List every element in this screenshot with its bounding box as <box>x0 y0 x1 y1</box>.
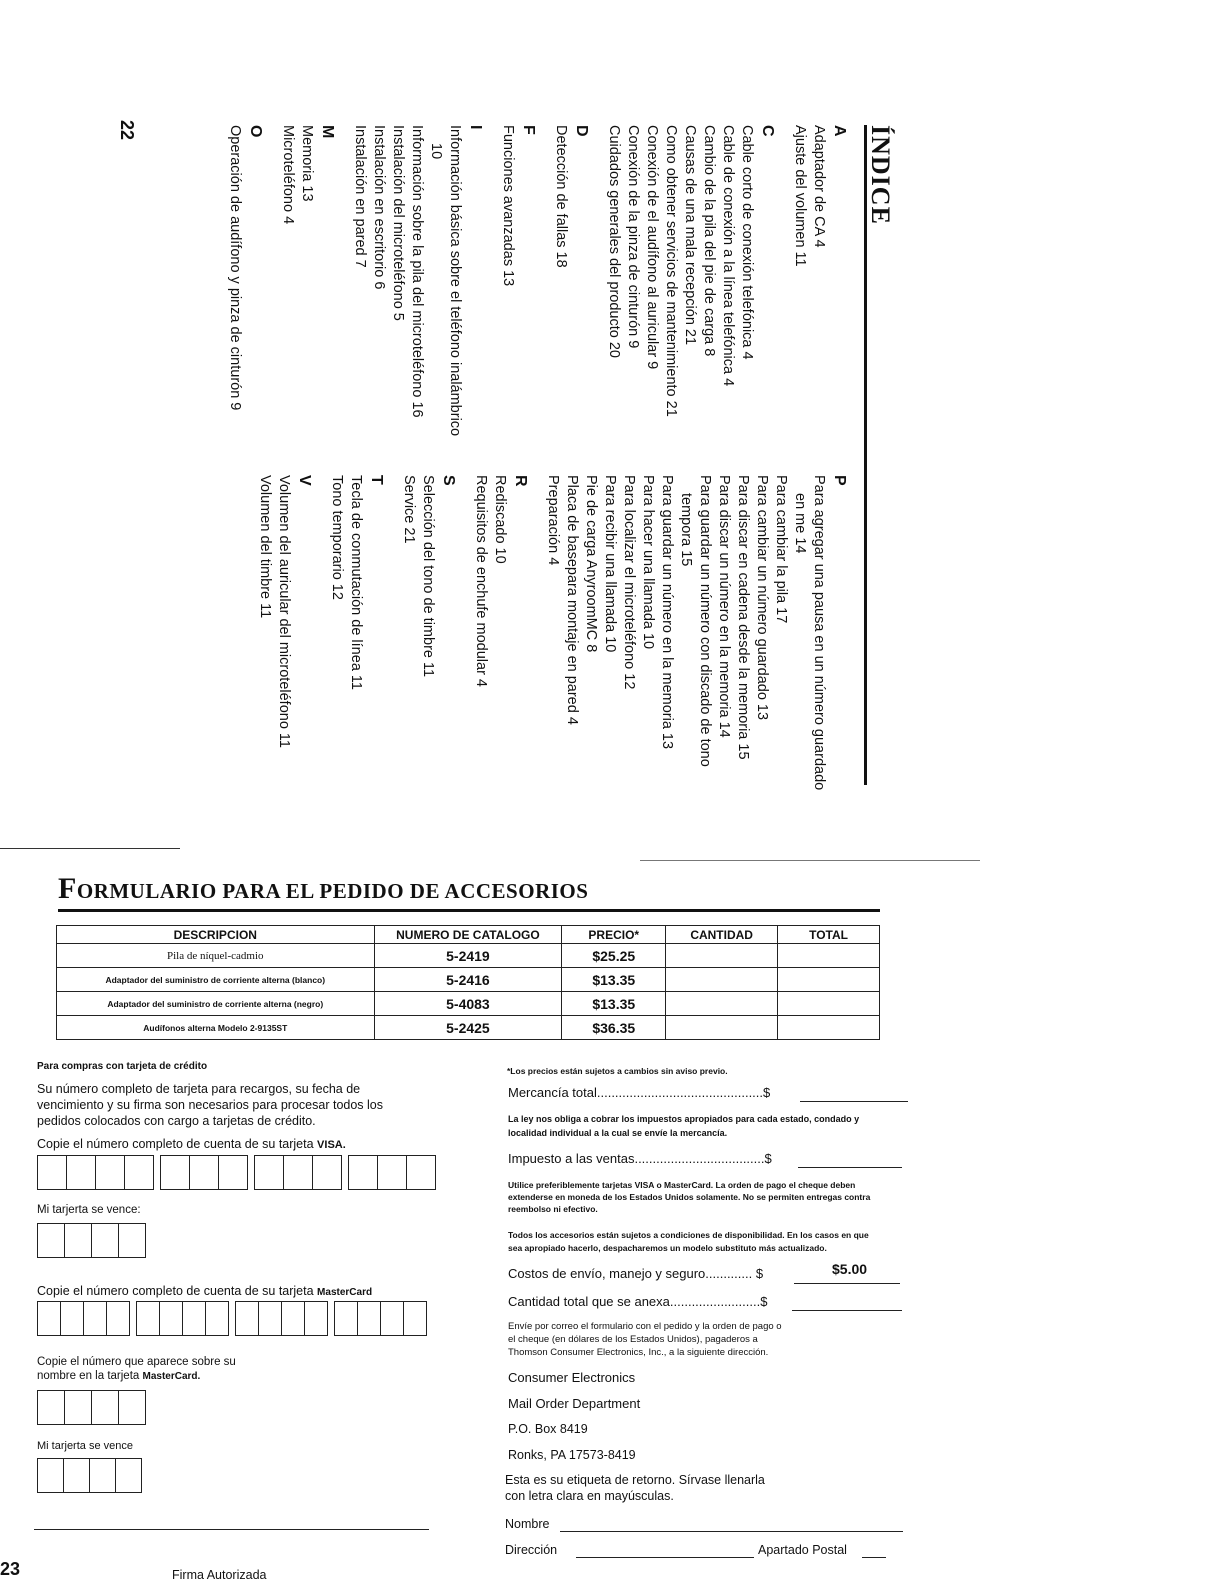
index-entry: Cambio de la pila del pie de carga 8 <box>701 125 717 357</box>
address-line: Mail Order Department <box>508 1396 641 1411</box>
price-note: *Los precios están sujetos a cambios sin aviso previo. <box>507 1066 728 1076</box>
digit-group[interactable] <box>254 1155 342 1190</box>
quantity-cell[interactable] <box>666 1016 778 1040</box>
intro-line: vencimiento y su firma son necesarios para procesar todos los <box>37 1098 383 1112</box>
index-entry: Placa de basepara montaje en pared 4 <box>564 475 580 725</box>
digit-group[interactable] <box>37 1390 146 1425</box>
index-entry: Instalación en escritorio 6 <box>371 125 387 290</box>
index-entry: Como obtener servicios de mantenimiento 21 <box>663 125 679 417</box>
expiry-label: Mi tarjerta se vence <box>37 1440 133 1452</box>
total-cell[interactable] <box>778 992 880 1016</box>
address-line: Ronks, PA 17573-8419 <box>508 1448 636 1462</box>
digit-group[interactable] <box>334 1301 427 1336</box>
total-cell[interactable] <box>778 944 880 968</box>
payment-note-line: reembolso ni efectivo. <box>508 1204 598 1214</box>
index-section-gap <box>389 475 399 805</box>
index-entry: Detección de fallas 18 <box>553 125 569 268</box>
index-entry: Pie de carga AnyroomMC 8 <box>583 475 599 653</box>
page-number: 23 <box>0 1559 21 1579</box>
visa-number-boxes[interactable] <box>37 1155 436 1190</box>
scan-edge-line <box>0 848 180 849</box>
quantity-cell[interactable] <box>666 944 778 968</box>
address-field-label: Dirección <box>505 1543 558 1557</box>
index-entry: Ajuste del volumen 11 <box>792 125 808 267</box>
table-row <box>57 944 880 968</box>
index-entry: Funciones avanzadas 13 <box>500 125 516 287</box>
quantity-cell[interactable] <box>666 992 778 1016</box>
table-row <box>57 1016 880 1040</box>
mastercard-brand: MasterCard. <box>142 1371 201 1382</box>
index-entry: Requisitos de enchufe modular 4 <box>473 475 489 687</box>
index-page-number: 22 <box>117 120 137 141</box>
visa-label-text: Copie el número completo de cuenta de su tarjeta <box>37 1137 314 1151</box>
visa-label <box>37 1137 346 1153</box>
sales-tax-field[interactable] <box>798 1167 902 1168</box>
index-section-letter: A <box>831 125 848 137</box>
name-number-label: Copie el número que aparece sobre su <box>37 1356 236 1368</box>
header-catalog: NUMERO DE CATALOGO <box>374 926 562 944</box>
digit-group[interactable] <box>37 1458 142 1493</box>
index-entry: Memoria 13 <box>299 125 315 202</box>
index-entry: Conexión de el audífono al auricular 9 <box>644 125 660 370</box>
index-section-letter: I <box>467 125 484 130</box>
row-description: Pila de níquel-cadmio <box>57 944 375 968</box>
index-entry: Volumen del timbre 11 <box>257 475 273 619</box>
total-cell[interactable] <box>778 1016 880 1040</box>
index-entry: Para guardar un número en la memoria 13 <box>659 475 675 750</box>
index-section-gap <box>594 125 604 455</box>
index-page <box>95 120 895 835</box>
header-description: DESCRIPCION <box>57 926 375 944</box>
index-section-gap <box>541 125 551 455</box>
header-price: PRECIO* <box>562 926 666 944</box>
index-section-gap <box>461 475 471 805</box>
index-entry: Preparación 4 <box>545 475 561 566</box>
shipping-label: Costos de envío, manejo y seguro............. $ <box>508 1266 764 1281</box>
index-left-column <box>225 125 852 455</box>
index-entry: Para cambiar un número guardado 13 <box>754 475 770 721</box>
index-entry: Rediscado 10 <box>492 475 508 564</box>
row-description: Adaptador del suministro de corriente alterna (blanco) <box>57 968 375 992</box>
header-total: TOTAL <box>778 926 880 944</box>
index-entry: Tecla de conmutación de línea 11 <box>348 475 364 690</box>
index-section-letter: V <box>296 475 313 486</box>
index-entry: Cable corto de conexión telefónica 4 <box>739 125 755 360</box>
scan-edge-line <box>640 860 980 861</box>
index-section-letter: S <box>440 475 457 486</box>
index-entry: Adaptador de CA 4 <box>811 125 827 248</box>
index-section-gap <box>317 475 327 805</box>
index-title-rule <box>864 125 867 785</box>
index-section-letter: R <box>512 475 529 487</box>
index-section-gap <box>533 475 543 805</box>
credit-card-heading: Para compras con tarjeta de crédito <box>37 1061 208 1072</box>
name-number-label-text: nombre en la tarjeta <box>37 1370 140 1382</box>
digit-group[interactable] <box>348 1155 436 1190</box>
index-section-letter: F <box>520 125 537 135</box>
table-row <box>57 992 880 1016</box>
name-field[interactable] <box>560 1531 903 1532</box>
digit-group[interactable] <box>37 1155 154 1190</box>
index-entry: Volumen del auricular del microteléfono 11 <box>276 475 292 748</box>
mail-note-line: el cheque (en dólares de los Estados Unidos), pagaderos a <box>508 1334 758 1345</box>
availability-note-line: Todos los accesorios están sujetos a condiciones de disponibilidad. En los casos en que <box>508 1230 869 1240</box>
quantity-cell[interactable] <box>666 968 778 992</box>
index-entry: Cuidados generales del producto 20 <box>606 125 622 358</box>
index-entry: Para discar en cadena desde la memoria 15 <box>735 475 751 760</box>
row-price: $36.35 <box>562 1016 666 1040</box>
digit-group[interactable] <box>136 1301 229 1336</box>
expiry-label: Mi tarjerta se vence: <box>37 1204 141 1216</box>
form-title-rule <box>58 909 880 912</box>
tax-note-line: localidad individual a la cual se envíe la mercancía. <box>508 1128 728 1138</box>
index-section-gap <box>340 125 350 455</box>
index-entry: Cable de conexión a la línea telefónica 4 <box>720 125 736 387</box>
mail-note-line: Thomson Consumer Electronics, Inc., a la siguiente dirección. <box>508 1347 769 1358</box>
index-title: ÍNDICE <box>866 125 895 225</box>
table-row <box>57 968 880 992</box>
index-entry: Microteléfono 4 <box>280 125 296 225</box>
title-rest: ORMULARIO PARA EL PEDIDO DE ACCESORIOS <box>76 879 589 903</box>
index-entry: Instalación en pared 7 <box>352 125 368 268</box>
index-entry: Para agregar una pausa en un número guardado en me 14 <box>792 475 827 791</box>
index-entry: Para recibir una llamada 10 <box>602 475 618 653</box>
address-line: P.O. Box 8419 <box>508 1422 588 1436</box>
row-catalog: 5-4083 <box>374 992 562 1016</box>
address-field[interactable] <box>576 1557 754 1558</box>
merchandise-total-label: Mercancía total..............................................$ <box>508 1085 771 1100</box>
index-entry: Para discar un número en la memoria 14 <box>716 475 732 738</box>
index-right-column <box>255 475 852 805</box>
row-price: $25.25 <box>562 944 666 968</box>
return-note-line: con letra clara en mayúsculas. <box>505 1489 674 1503</box>
mail-note-line: Envíe por correo el formulario con el pedido y la orden de pago o <box>508 1321 782 1332</box>
index-section-letter: D <box>573 125 590 137</box>
merchandise-total-field[interactable] <box>800 1101 908 1102</box>
mastercard-expiry-boxes[interactable] <box>37 1458 142 1493</box>
mastercard-label-text: Copie el número completo de cuenta de su tarjeta <box>37 1284 314 1298</box>
tax-note-line: La ley nos obliga a cobrar los impuestos apropiados para cada estado, condado y <box>508 1114 860 1124</box>
index-entry: Información sobre la pila del microteléfono 16 <box>409 125 425 418</box>
index-entry: Instalación del microteléfono 5 <box>390 125 406 321</box>
total-enclosed-label: Cantidad total que se anexa.........................$ <box>508 1294 768 1309</box>
name-number-boxes[interactable] <box>37 1390 146 1425</box>
row-catalog: 5-2419 <box>374 944 562 968</box>
index-section-letter: P <box>831 475 848 486</box>
order-form-title <box>58 872 588 906</box>
payment-note-line: Utilice preferiblemente tarjetas VISA o MasterCard. La orden de pago el cheque deben <box>508 1180 856 1190</box>
index-entry: Causas de una mala recepción 21 <box>682 125 698 346</box>
total-cell[interactable] <box>778 968 880 992</box>
accessories-table <box>56 925 880 1040</box>
index-entry: Para hacer una llamada 10 <box>640 475 656 650</box>
signature-line[interactable] <box>34 1529 429 1530</box>
index-entry: Información básica sobre el teléfono inalámbrico 10 <box>428 125 463 437</box>
index-section-gap <box>268 125 278 455</box>
row-description: Adaptador del suministro de corriente alterna (negro) <box>57 992 375 1016</box>
row-catalog: 5-2425 <box>374 1016 562 1040</box>
return-note-line: Esta es su etiqueta de retorno. Sírvase llenarla <box>505 1473 765 1487</box>
mastercard-brand: MasterCard <box>317 1287 373 1298</box>
payment-note-line: extenderse en moneda de los Estados Unidos solamente. No se permiten entregas contra <box>508 1192 871 1202</box>
name-number-label <box>37 1369 200 1384</box>
header-quantity: CANTIDAD <box>666 926 778 944</box>
visa-brand: VISA. <box>317 1139 346 1151</box>
visa-expiry-boxes[interactable] <box>37 1223 146 1258</box>
index-entry: Tono temporario 12 <box>329 475 345 600</box>
name-field-label: Nombre <box>505 1517 550 1531</box>
index-section-letter: C <box>759 125 776 137</box>
index-entry: Para guardar un número con discado de tono tempora 15 <box>678 475 713 767</box>
index-entry: Selección del tono de timbre 11 <box>420 475 436 678</box>
digit-group[interactable] <box>37 1301 130 1336</box>
row-price: $13.35 <box>562 992 666 1016</box>
title-initial: F <box>58 872 77 905</box>
mastercard-number-boxes[interactable] <box>37 1301 427 1336</box>
availability-note-line: sea apropiado hacerlo, despacharemos un modelo substituto más actualizado. <box>508 1243 827 1253</box>
sales-tax-label: Impuesto a las ventas....................................$ <box>508 1151 772 1166</box>
mastercard-label <box>37 1284 372 1300</box>
po-box-field[interactable] <box>862 1557 886 1558</box>
row-catalog: 5-2416 <box>374 968 562 992</box>
shipping-field[interactable] <box>794 1283 900 1284</box>
row-price: $13.35 <box>562 968 666 992</box>
index-entry: Operación de audífono y pinza de cinturón 9 <box>227 125 243 411</box>
table-header-row <box>57 926 880 944</box>
index-section-letter: M <box>319 125 336 139</box>
shipping-value: $5.00 <box>832 1261 868 1277</box>
total-enclosed-field[interactable] <box>792 1310 902 1311</box>
index-entry: Para localizar el microteléfono 12 <box>621 475 637 690</box>
row-description: Audífonos alterna Modelo 2-9135ST <box>57 1016 375 1040</box>
index-section-letter: O <box>247 125 264 138</box>
digit-group[interactable] <box>235 1301 328 1336</box>
signature-label: Firma Autorizada <box>172 1568 267 1582</box>
index-section-letter: T <box>368 475 385 485</box>
index-section-gap <box>488 125 498 455</box>
intro-line: pedidos colocados con cargo a tarjetas de crédito. <box>37 1114 316 1128</box>
intro-line: Su número completo de tarjeta para recargos, su fecha de <box>37 1082 361 1096</box>
po-box-label: Apartado Postal <box>758 1543 847 1557</box>
digit-group[interactable] <box>160 1155 248 1190</box>
digit-group[interactable] <box>37 1223 146 1258</box>
index-entry: Conexión de la pinza de cinturón 9 <box>625 125 641 349</box>
index-entry: Service 21 <box>401 475 417 544</box>
address-line: Consumer Electronics <box>508 1370 636 1385</box>
index-section-gap <box>780 125 790 455</box>
index-entry: Para cambiar la pila 17 <box>773 475 789 624</box>
